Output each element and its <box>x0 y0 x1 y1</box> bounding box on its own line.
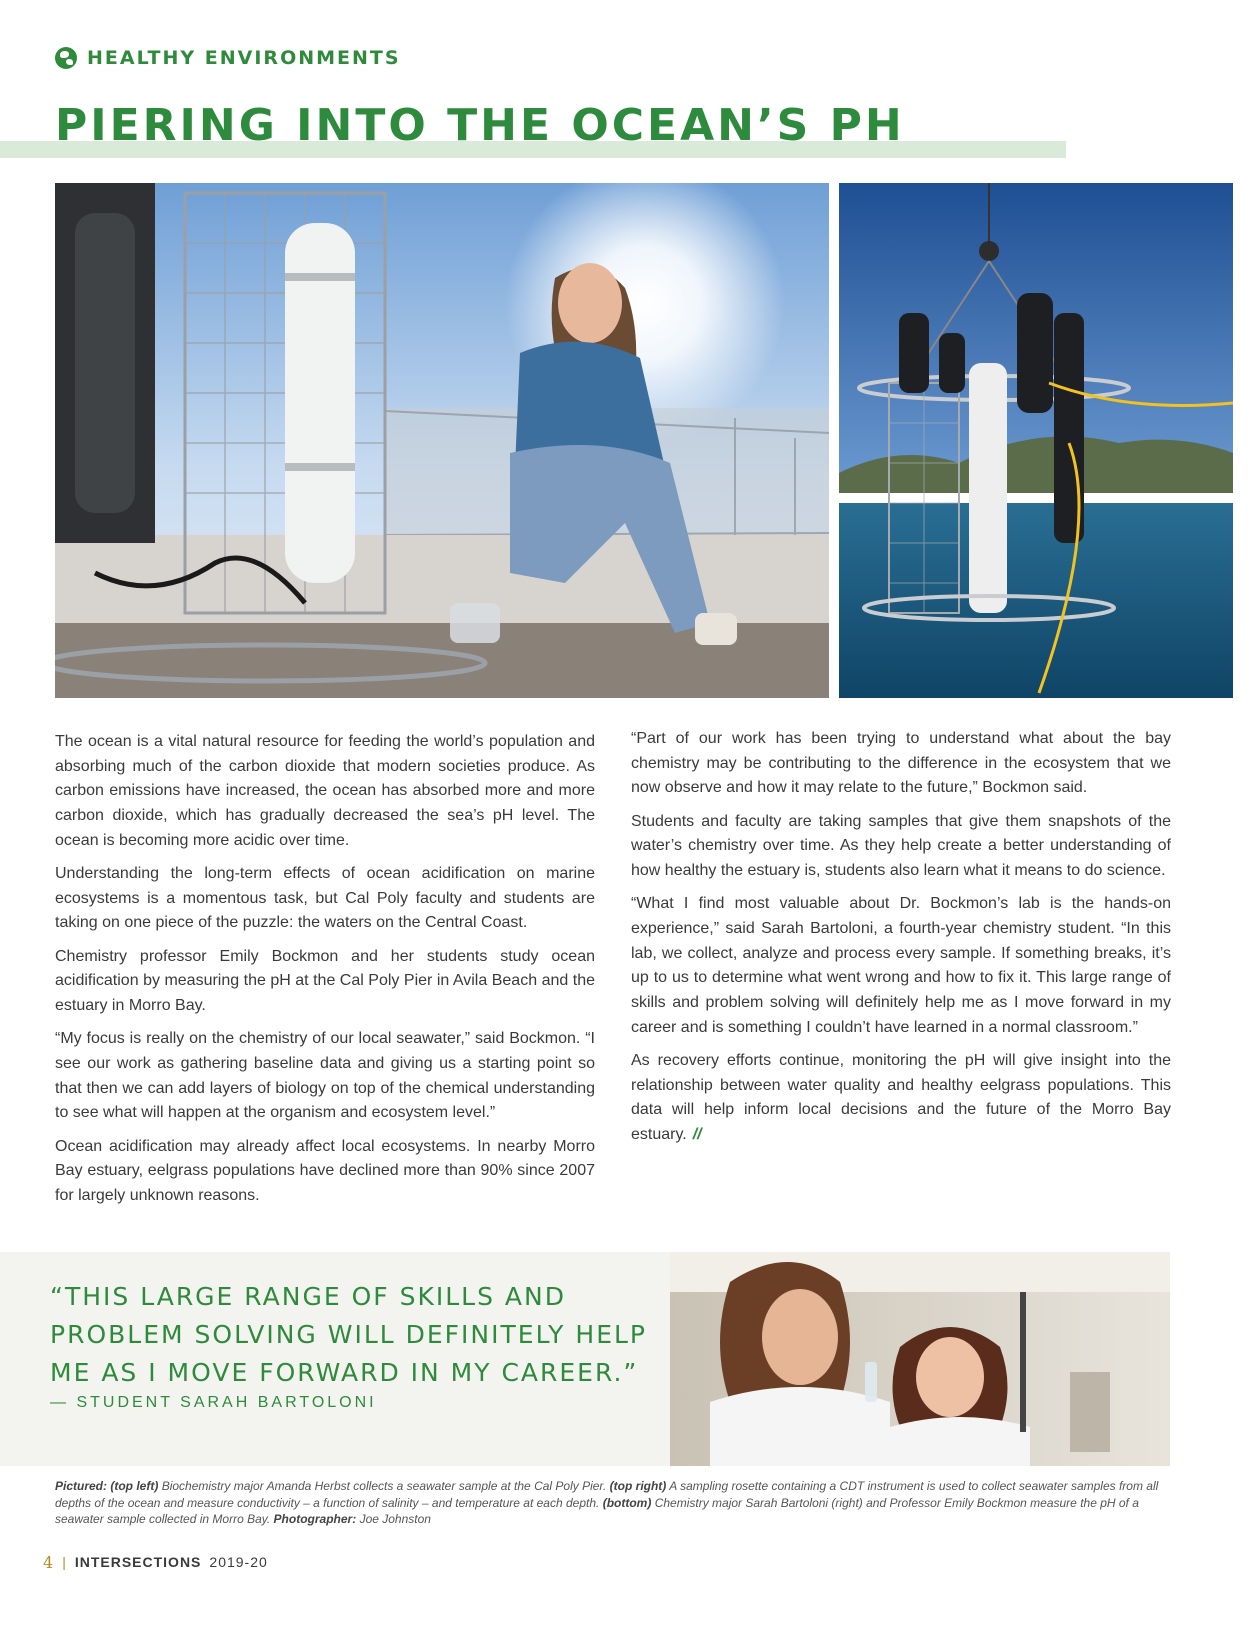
page-footer <box>43 1552 268 1572</box>
caption-top-right-label: (top right) <box>609 1479 667 1493</box>
caption-photographer-name: Joe Johnston <box>359 1512 431 1526</box>
caption-bottom-text: Chemistry major Sarah Bartoloni (right) and Professor Emily Bockmon measure the pH of a seawater sample collected in Morro Bay. <box>55 1495 1139 1526</box>
publication-name: INTERSECTIONS <box>74 1554 202 1570</box>
page-title: PIERING INTO THE OCEAN’S PH <box>55 100 905 151</box>
caption-top-left-text: Biochemistry major Amanda Herbst collects a seawater sample at the Cal Poly Pier. <box>161 1479 607 1493</box>
paragraph: “My focus is really on the chemistry of our local seawater,” said Bockmon. “I see our work as gathering baseline data and giving us a starting point so that then we can add layers of biology on top of the chemical understanding to see what will happen at the organism and ecosystem level.” <box>55 1030 595 1122</box>
article-column-right <box>631 727 1171 1156</box>
photo-sampling-rosette <box>839 183 1233 698</box>
paragraph: Understanding the long-term effects of ocean acidification on marine ecosystems is a momentous task, but Cal Poly faculty and students are taking on one piece of the puzzle: the waters on the Central Coast. <box>55 865 595 932</box>
pull-quote-box <box>0 1252 670 1466</box>
caption-top-right-text: A sampling rosette containing a CDT instrument is used to collect seawater samples from all depths of the ocean and measure conductivity – a function of salinity – and temperature at each depth. <box>55 1479 1159 1510</box>
photo-caption <box>55 1478 1175 1528</box>
paragraph: “What I find most valuable about Dr. Bockmon’s lab is the hands-on experience,” said Sarah Bartoloni, a fourth-year chemistry student. “In this lab, we collect, analyze and process every sample. If something breaks, it’s up to us to determine what went wrong and how to fix it. This large range of skills and problem solving will definitely help me as I move forward in my career and is something I couldn’t have learned in a normal classroom.” <box>631 895 1171 1036</box>
paragraph: Chemistry professor Emily Bockmon and her students study ocean acidification by measuring the pH at the Cal Poly Pier in Avila Beach and the estuary in Morro Bay. <box>55 947 595 1015</box>
pull-quote-text: “THIS LARGE RANGE OF SKILLS AND PROBLEM SOLVING WILL DEFINITELY HELP ME AS I MOVE FORWARD IN MY CAREER.” <box>50 1282 647 1387</box>
paragraph: “Part of our work has been trying to understand what about the bay chemistry may be contributing to the difference in the ecosystem that we now observe and how it may relate to the future,” Bockmon said. <box>631 730 1171 797</box>
end-mark: // <box>692 1126 702 1144</box>
article-column-left <box>55 730 595 1217</box>
photo-lab-measurement <box>670 1252 1170 1466</box>
caption-bottom-label: (bottom) <box>602 1495 652 1510</box>
caption-photographer-label: Photographer: <box>273 1512 357 1526</box>
photo-student-collecting-sample <box>55 183 829 698</box>
page-number: 4 <box>43 1552 55 1572</box>
section-tag <box>55 44 401 72</box>
paragraph: Students and faculty are taking samples that give them snapshots of the water’s chemistry over time. As they help create a better understanding of how healthy the estuary is, students also learn what it means to do science. <box>631 812 1171 880</box>
paragraph-text: As recovery efforts continue, monitoring the pH will give insight into the relationship between water quality and healthy eelgrass populations. This data will help inform local decisions and the future of the Morro Bay estuary. <box>631 1051 1171 1144</box>
caption-pictured-label: Pictured: <box>55 1479 108 1493</box>
section-label: HEALTHY ENVIRONMENTS <box>87 47 401 69</box>
footer-separator: | <box>62 1554 67 1570</box>
paragraph: Ocean acidification may already affect local ecosystems. In nearby Morro Bay estuary, eelgrass populations have declined more than 90% since 2007 for largely unknown reasons. <box>55 1137 595 1204</box>
publication-year: 2019-20 <box>209 1554 268 1570</box>
paragraph: The ocean is a vital natural resource for feeding the world’s population and absorbing much of the carbon dioxide that modern societies produce. As carbon emissions have increased, the ocean has absorbed more and more carbon dioxide, which has gradually decreased the sea’s pH level. The ocean is becoming more acidic over time. <box>55 733 595 849</box>
paragraph-last <box>631 1049 1171 1148</box>
globe-icon <box>55 47 77 69</box>
pull-quote-attribution: — STUDENT SARAH BARTOLONI <box>50 1394 377 1411</box>
caption-top-left-label: (top left) <box>110 1479 159 1493</box>
